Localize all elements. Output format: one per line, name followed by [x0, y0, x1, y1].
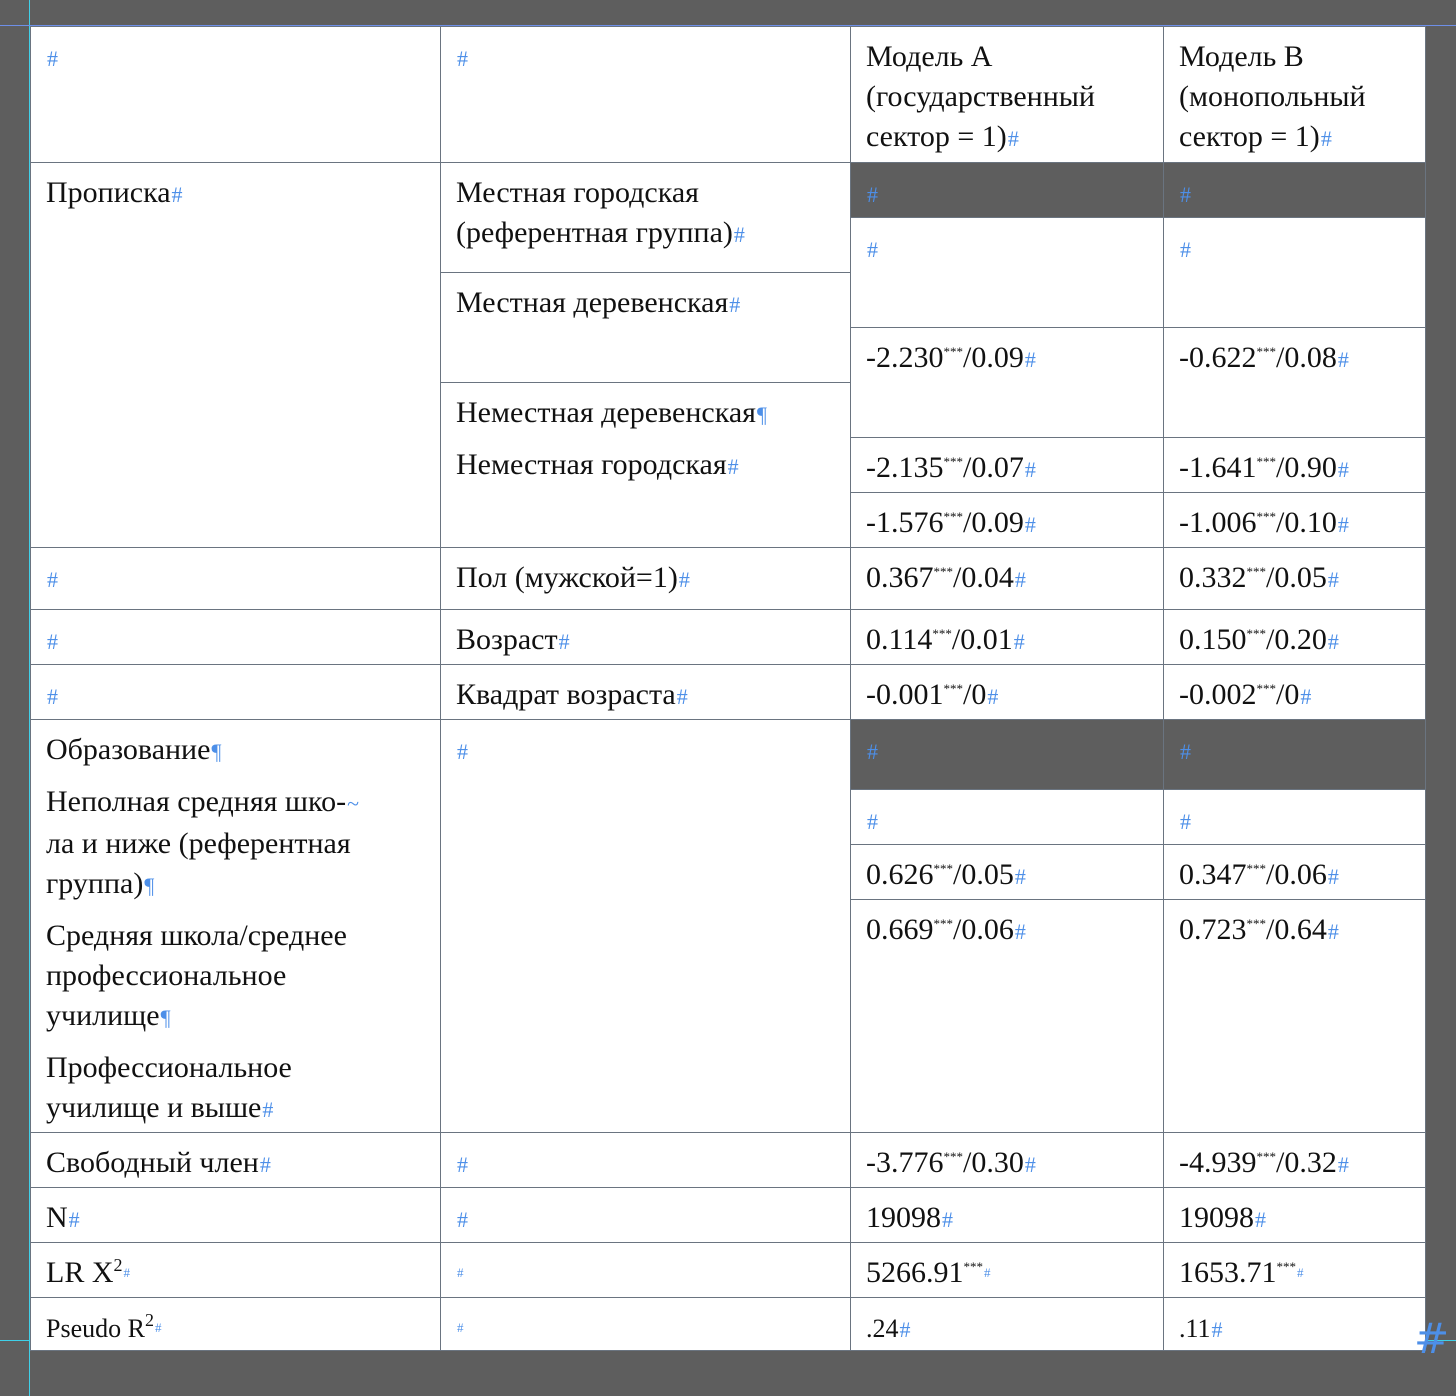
education-labels-cell[interactable]: Образование¶ Неполная средняя шко-~ ла и ниже (референтная группа)¶ Средняя школа/среднее профессиональное училище¶ Профессиональное училище и выше#: [31, 720, 441, 1133]
lr-value-a[interactable]: 5266.91***#: [851, 1243, 1164, 1298]
n-value-a[interactable]: 19098#: [851, 1188, 1164, 1243]
header-model-b[interactable]: Модель В (монопольный сектор = 1)#: [1164, 27, 1426, 163]
table-row: [31, 665, 1426, 720]
registration-ref-cell[interactable]: Местная городская (референтная группа)#: [441, 163, 851, 273]
empty-label-cell[interactable]: #: [31, 665, 441, 720]
age-value-a[interactable]: 0.114***/0.01#: [851, 610, 1164, 665]
intercept-label[interactable]: Свободный член#: [31, 1133, 441, 1188]
header-cell-empty-1[interactable]: #: [31, 27, 441, 163]
pseudo-r2-label[interactable]: Pseudo $R^{2\#}$: [31, 1298, 441, 1351]
secondary-value-a[interactable]: 0.626***/0.05#: [851, 845, 1164, 900]
empty-label-cell[interactable]: #: [441, 1243, 851, 1298]
age-squared-value-b[interactable]: -0.002***/0#: [1164, 665, 1426, 720]
n-value-b[interactable]: 19098#: [1164, 1188, 1426, 1243]
sex-value-a[interactable]: 0.367***/0.04#: [851, 548, 1164, 610]
urban-nonlocal-value-a[interactable]: -1.576***/0.09#: [851, 493, 1164, 548]
table-row: [31, 1243, 1426, 1298]
rural-nonlocal-value-b[interactable]: -1.641***/0.90#: [1164, 438, 1426, 493]
empty-label-cell[interactable]: #: [441, 1188, 851, 1243]
table-row: [31, 1133, 1426, 1188]
shaded-cell[interactable]: #: [1164, 720, 1426, 790]
shaded-cell[interactable]: #: [1164, 163, 1426, 218]
empty-value-cell[interactable]: #: [851, 790, 1164, 845]
nonlocal-labels-cell[interactable]: Неместная деревенская¶ Неместная городская#: [441, 383, 851, 548]
table-row: [31, 548, 1426, 610]
registration-label-cell[interactable]: Прописка#: [31, 163, 441, 548]
n-label[interactable]: N#: [31, 1188, 441, 1243]
table-row: [31, 163, 1426, 218]
age-squared-value-a[interactable]: -0.001***/0#: [851, 665, 1164, 720]
table-row: [31, 720, 1426, 790]
age-value-b[interactable]: 0.150***/0.20#: [1164, 610, 1426, 665]
higher-value-a[interactable]: 0.669***/0.06#: [851, 900, 1164, 1133]
sex-value-b[interactable]: 0.332***/0.05#: [1164, 548, 1426, 610]
rural-local-value-b[interactable]: -0.622***/0.08#: [1164, 328, 1426, 438]
sex-label[interactable]: Пол (мужской=1)#: [441, 548, 851, 610]
urban-nonlocal-value-b[interactable]: -1.006***/0.10#: [1164, 493, 1426, 548]
table-row: [31, 1298, 1426, 1351]
table-row: [31, 1188, 1426, 1243]
higher-value-b[interactable]: 0.723***/0.64#: [1164, 900, 1426, 1133]
age-label[interactable]: Возраст#: [441, 610, 851, 665]
secondary-value-b[interactable]: 0.347***/0.06#: [1164, 845, 1426, 900]
header-row: [31, 27, 1426, 163]
overset-text-marker[interactable]: #: [1414, 1314, 1450, 1363]
pseudo-r2-value-a[interactable]: .24#: [851, 1298, 1164, 1351]
education-empty-cell[interactable]: #: [441, 720, 851, 1133]
header-cell-empty-2[interactable]: #: [441, 27, 851, 163]
empty-value-cell[interactable]: #: [1164, 790, 1426, 845]
empty-label-cell[interactable]: #: [31, 548, 441, 610]
empty-label-cell[interactable]: #: [31, 610, 441, 665]
empty-label-cell[interactable]: #: [441, 1133, 851, 1188]
pseudo-r2-value-b[interactable]: .11#: [1164, 1298, 1426, 1351]
age-squared-label[interactable]: Квадрат возраста#: [441, 665, 851, 720]
rural-local-label[interactable]: Местная деревенская#: [441, 273, 851, 383]
intercept-value-a[interactable]: -3.776***/0.30#: [851, 1133, 1164, 1188]
intercept-value-b[interactable]: -4.939***/0.32#: [1164, 1133, 1426, 1188]
empty-value-cell[interactable]: #: [851, 218, 1164, 328]
header-model-a[interactable]: Модель А (государственный сектор = 1)#: [851, 27, 1164, 163]
lr-label[interactable]: LR $X^{2\#}$: [31, 1243, 441, 1298]
empty-value-cell[interactable]: #: [1164, 218, 1426, 328]
regression-table: [30, 26, 1426, 1351]
lr-value-b[interactable]: 1653.71***#: [1164, 1243, 1426, 1298]
shaded-cell[interactable]: #: [851, 163, 1164, 218]
table-row: [31, 610, 1426, 665]
rural-nonlocal-value-a[interactable]: -2.135***/0.07#: [851, 438, 1164, 493]
rural-local-value-a[interactable]: -2.230***/0.09#: [851, 328, 1164, 438]
empty-label-cell[interactable]: #: [441, 1298, 851, 1351]
shaded-cell[interactable]: #: [851, 720, 1164, 790]
